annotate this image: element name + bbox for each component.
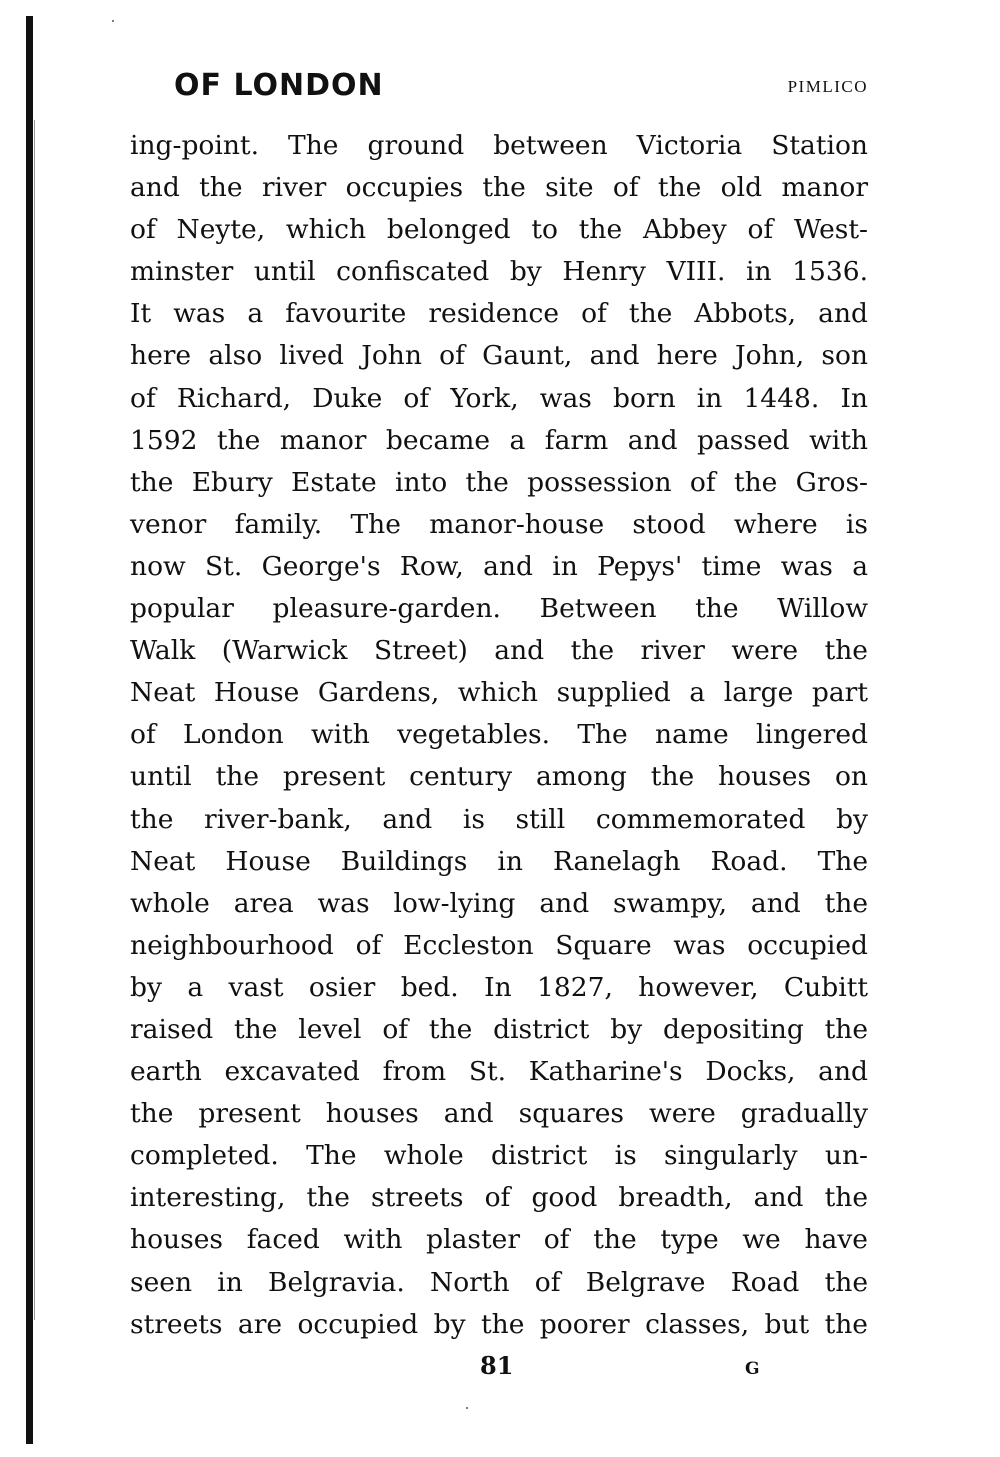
text-line: until the present century among the houses on [130, 761, 868, 793]
text-line: seen in Belgravia. North of Belgrave Road the [130, 1266, 868, 1298]
text-line: and the river occupies the site of the old manor [130, 172, 868, 204]
page-number: 81 [480, 1351, 514, 1380]
text-line: earth excavated from St. Katharine's Docks, and [130, 1056, 868, 1088]
text-line: houses faced with plaster of the type we have [130, 1224, 868, 1256]
text-line: venor family. The manor-house stood where is [130, 508, 868, 540]
text-line: by a vast osier bed. In 1827, however, Cubitt [130, 971, 868, 1003]
text-line: of Richard, Duke of York, was born in 1448. In [130, 382, 868, 414]
text-line: raised the level of the district by depositing the [130, 1013, 868, 1045]
text-line: whole area was low-lying and swampy, and the [130, 887, 868, 919]
text-line: Neat House Buildings in Ranelagh Road. The [130, 845, 868, 877]
text-line: Neat House Gardens, which supplied a large part [130, 677, 868, 709]
text-line: the present houses and squares were gradually [130, 1098, 868, 1130]
text-line: It was a favourite residence of the Abbots, and [130, 298, 868, 330]
text-line: 1592 the manor became a farm and passed with [130, 424, 868, 456]
text-line: the river-bank, and is still commemorated by [130, 803, 868, 835]
text-line: ing-point. The ground between Victoria Station [130, 130, 868, 161]
text-line: streets are occupied by the poorer classes, but the [130, 1308, 868, 1340]
text-line: here also lived John of Gaunt, and here John, son [130, 340, 868, 372]
page-binding-shadow [34, 120, 35, 1320]
page-binding-edge [26, 16, 33, 1444]
text-line: neighbourhood of Eccleston Square was occupied [130, 929, 868, 961]
scan-speck [112, 20, 114, 22]
text-line: the Ebury Estate into the possession of the Gros- [130, 466, 868, 498]
text-line: of Neyte, which belonged to the Abbey of West- [130, 214, 868, 246]
running-head [130, 64, 868, 114]
running-head-section: PIMLICO [787, 77, 868, 96]
signature-mark: G [745, 1359, 760, 1379]
text-line: now St. George's Row, and in Pepys' time was a [130, 550, 868, 582]
text-line: completed. The whole district is singularly un- [130, 1140, 868, 1172]
text-line: minster until confiscated by Henry VIII. in 1536. [130, 256, 868, 288]
scan-speck [466, 1407, 468, 1409]
text-line: of London with vegetables. The name lingered [130, 719, 868, 751]
text-line: interesting, the streets of good breadth, and the [130, 1182, 868, 1214]
running-head-title: OF LONDON [174, 68, 384, 103]
text-line: Walk (Warwick Street) and the river were the [130, 635, 868, 667]
text-line: popular pleasure-garden. Between the Willow [130, 593, 868, 625]
body-text [130, 125, 868, 1346]
